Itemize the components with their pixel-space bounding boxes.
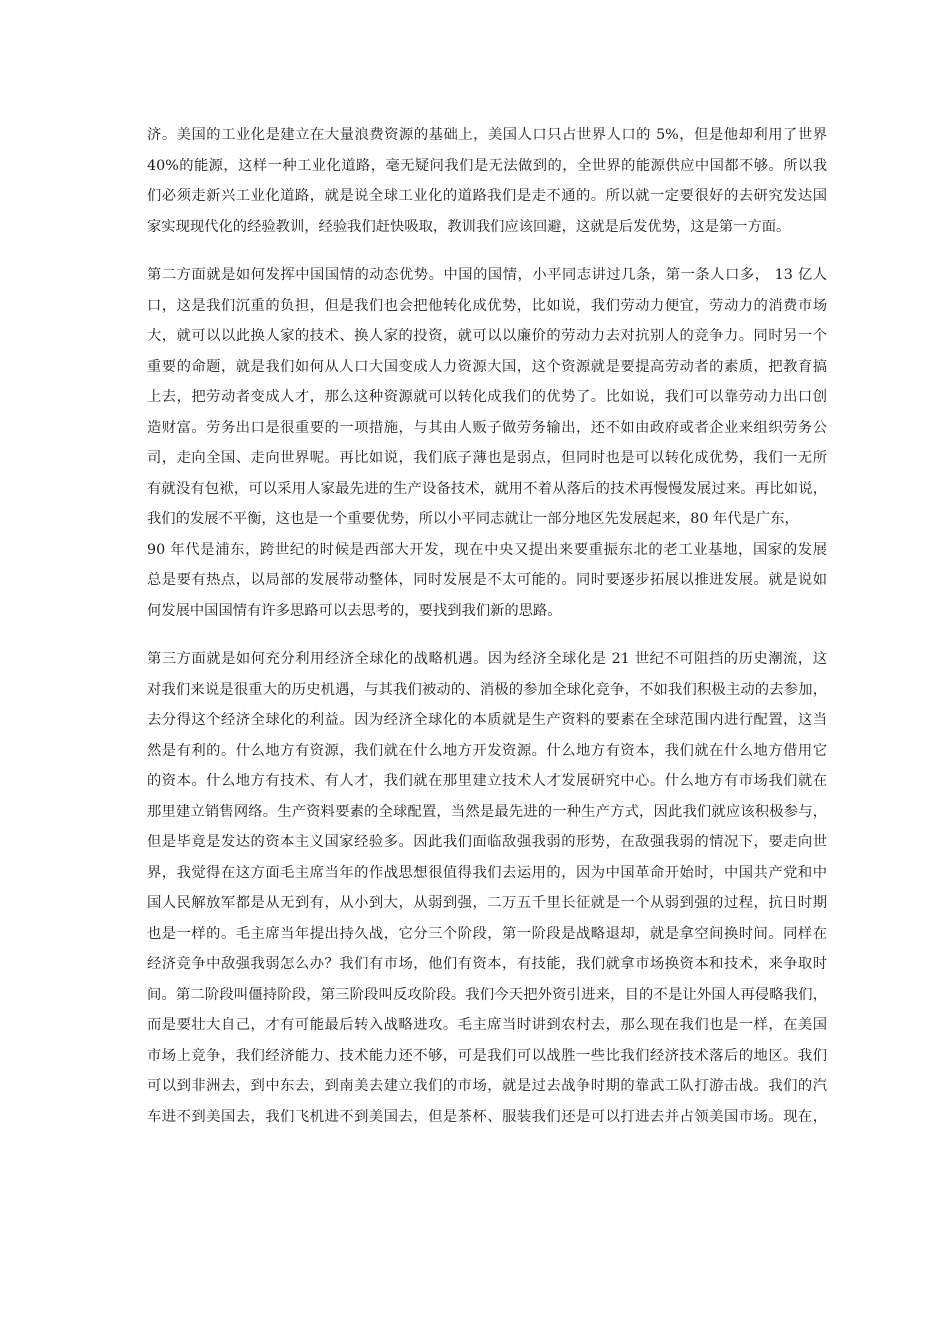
text-line: 而是要壮大自己，才有可能最后转入战略进攻。毛主席当时讲到农村去，那么现在我们也是一样，在美国 — [147, 1017, 827, 1033]
text-line: 家实现现代化的经验教训，经验我们赶快吸取，教训我们应该回避，这就是后发优势，这是第一方面。 — [147, 218, 791, 235]
paragraph-2 — [147, 260, 827, 626]
text-line: 重要的命题，就是我们如何从人口大国变成人力资源大国，这个资源就是要提高劳动者的素质，把教育搞 — [147, 358, 827, 375]
text-line: 车进不到美国去，我们飞机进不到美国去，但是茶杯、服装我们还是可以打进去并占领美国市场。现在， — [147, 1108, 827, 1125]
text-line: 界，我觉得在这方面毛主席当年的作战思想很值得我们去运用的，因为中国革命开始时，中国共产党和中 — [147, 864, 827, 881]
text-line: 对我们来说是很重大的历史机遇，与其我们被动的、消极的参加全球化竞争，不如我们积极主动的去参加， — [147, 681, 827, 698]
text-line: 经济竞争中敌强我弱怎么办？我们有市场，他们有资本，有技能，我们就拿市场换资本和技术，来争取时 — [147, 956, 827, 972]
text-line: 司，走向全国、走向世界呢。再比如说，我们底子薄也是弱点，但同时也是可以转化成优势，我们一无所 — [147, 450, 827, 466]
text-line: 国人民解放军都是从无到有，从小到大，从弱到强，二万五千里长征就是一个从弱到强的过程，抗日时期 — [147, 895, 827, 911]
paragraph-gap — [147, 242, 827, 260]
document-page — [147, 120, 827, 1132]
text-line: 那里建立销售网络。生产资料要素的全球配置，当然是最先进的一种生产方式，因此我们就应该积极参与， — [147, 803, 827, 820]
text-line: 市场上竞争，我们经济能力、技术能力还不够，可是我们可以战胜一些比我们经济技术落后的地区。我们 — [147, 1047, 827, 1064]
text-line: 们必须走新兴工业化道路，就是说全球工业化的道路我们是走不通的。所以就一定要很好的去研究发达国 — [147, 188, 827, 204]
text-line: 何发展中国国情有许多思路可以去思考的，要找到我们新的思路。 — [147, 602, 562, 619]
text-line: 上去，把劳动者变成人才，那么这种资源就可以转化成我们的优势了。比如说，我们可以靠劳动力出口创 — [147, 389, 827, 405]
text-line: 90 年代是浦东，跨世纪的时候是西部大开发，现在中央又提出来要重振东北的老工业基地，国家的发展 — [147, 541, 827, 558]
text-line: 大，就可以以此换人家的技术、换人家的投资，就可以以廉价的劳动力去对抗别人的竞争力。同时另一个 — [147, 328, 827, 344]
text-line: 但是毕竟是发达的资本主义国家经验多。因此我们面临敌强我弱的形势，在敌强我弱的情况下，要走向世 — [147, 834, 827, 850]
text-line: 然是有利的。什么地方有资源，我们就在什么地方开发资源。什么地方有资本，我们就在什么地方借用它 — [147, 742, 827, 759]
text-line: 第二方面就是如何发挥中国国情的动态优势。中国的国情，小平同志讲过几条，第一条人口多， 13 亿人 — [147, 267, 827, 283]
paragraph-1 — [147, 120, 827, 242]
text-line: 济。美国的工业化是建立在大量浪费资源的基础上，美国人口只占世界人口的 5%，但是他却利用了世界 — [147, 127, 827, 143]
text-line: 第三方面就是如何充分利用经济全球化的战略机遇。因为经济全球化是 21 世纪不可阻挡的历史潮流，这 — [147, 651, 827, 667]
text-line: 有就没有包袱，可以采用人家最先进的生产设备技术，就用不着从落后的技术再慢慢发展过来。再比如说， — [147, 480, 827, 497]
paragraph-3 — [147, 644, 827, 1132]
text-line: 也是一样的。毛主席当年提出持久战，它分三个阶段，第一阶段是战略退却，就是拿空间换时间。同样在 — [147, 925, 827, 942]
text-line: 可以到非洲去，到中东去，到南美去建立我们的市场，就是过去战争时期的靠武工队打游击战。我们的汽 — [147, 1078, 827, 1094]
text-line: 40%的能源，这样一种工业化道路，毫无疑问我们是无法做到的，全世界的能源供应中国都不够。所以我 — [147, 157, 827, 174]
text-line: 总是要有热点，以局部的发展带动整体，同时发展是不太可能的。同时要逐步拓展以推进发展。就是说如 — [147, 572, 827, 588]
text-line: 间。第二阶段叫僵持阶段，第三阶段叫反攻阶段。我们今天把外资引进来，目的不是让外国人再侵略我们， — [147, 986, 827, 1003]
text-line: 口，这是我们沉重的负担，但是我们也会把他转化成优势，比如说，我们劳动力便宜，劳动力的消费市场 — [147, 297, 827, 314]
text-line: 的资本。什么地方有技术、有人才，我们就在那里建立技术人才发展研究中心。什么地方有市场我们就在 — [147, 773, 827, 789]
text-line: 我们的发展不平衡，这也是一个重要优势，所以小平同志就让一部分地区先发展起来，80 年代是广东， — [147, 511, 799, 527]
paragraph-gap — [147, 626, 827, 644]
text-line: 去分得这个经济全球化的利益。因为经济全球化的本质就是生产资料的要素在全球范围内进行配置，这当 — [147, 712, 827, 728]
text-line: 造财富。劳务出口是很重要的一项措施，与其由人贩子做劳务输出，还不如由政府或者企业来组织劳务公 — [147, 419, 827, 436]
